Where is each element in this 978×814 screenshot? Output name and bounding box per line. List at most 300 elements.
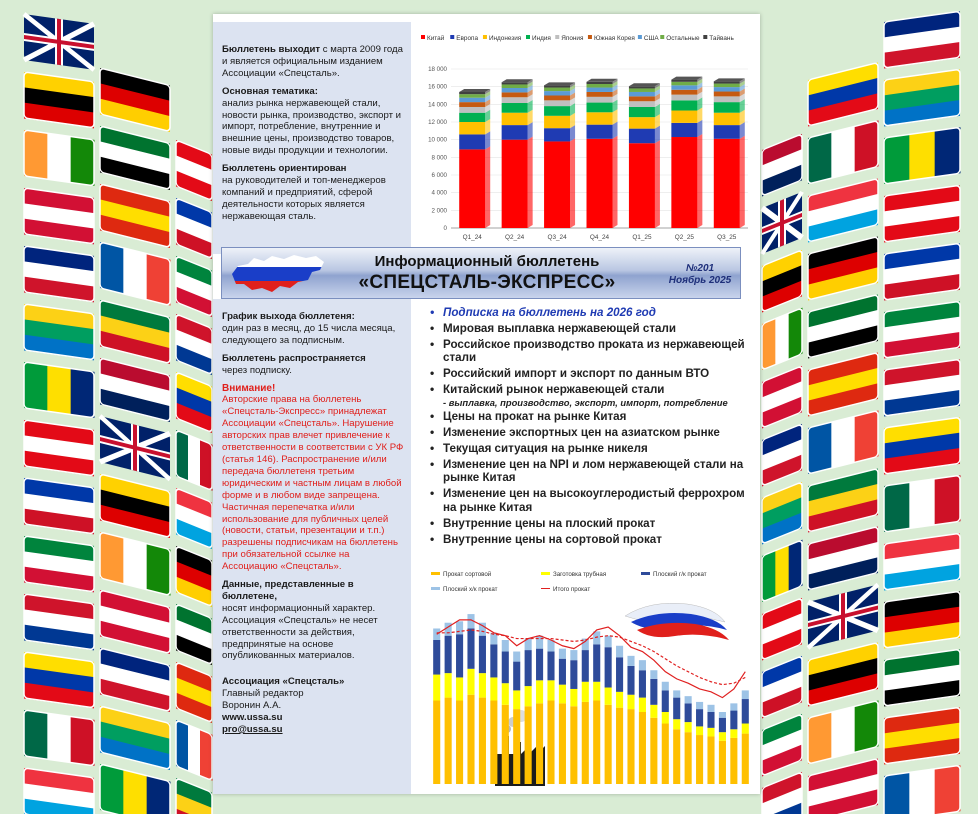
bar-segment (662, 724, 669, 784)
bar-stack (467, 614, 474, 784)
x-tick-label: Q2_25 (674, 234, 694, 241)
bar-stack (707, 705, 714, 784)
bar-segment (559, 703, 566, 784)
bar-segment (479, 698, 486, 784)
bar-stack (639, 660, 646, 784)
contents-item: • Российское производство проката из нержавеющей стали (427, 338, 757, 366)
bar-segment (719, 732, 726, 741)
bar-segment (650, 670, 657, 679)
copyright-text: Авторские права на бюллетень «Спецсталь-Экспресс» принадлежат Ассоциации «Спецсталь». Нарушение авторских прав влечет привлечение к ответственности в соответствии с УК РФ (статья 146). Распространение и/или передача бюллетеня третьим юридическим и частным лицам в любой форме и в любом виде запрещена. Частичная перепечатка и/или использование для публичных целей (новости, статьи, презентации и т.п.) разрешены подписчикам на бюллетень при обязательной ссылке на Ассоциацию «Спецсталь». (222, 394, 404, 573)
bar-segment (639, 698, 646, 712)
issue-info (660, 263, 740, 287)
flag (762, 192, 802, 254)
bar-segment (605, 636, 612, 648)
flag (24, 246, 94, 302)
flag (100, 184, 170, 248)
flag (808, 700, 879, 764)
bar-segment (459, 94, 485, 98)
bar-segment (714, 84, 740, 88)
bar-segment (502, 652, 509, 684)
bar-segment (582, 682, 589, 702)
x-tick-label: Q1_25 (632, 234, 652, 241)
bar-segment (459, 107, 485, 113)
bar-segment (696, 726, 703, 735)
bar-segment (605, 688, 612, 705)
bar-segment (544, 96, 570, 101)
bar-top (502, 79, 533, 82)
flag (884, 243, 960, 300)
flag-wall-left (0, 0, 213, 814)
flag (762, 366, 802, 429)
bar-segment (502, 97, 528, 103)
sidebar-top (213, 22, 411, 254)
y-tick-label: 0 (443, 225, 447, 232)
bar-segment-side (655, 140, 660, 228)
contents-item: • Внутренние цены на сортовой прокат (427, 533, 757, 547)
bar-segment (445, 636, 452, 673)
bar-segment (685, 696, 692, 703)
bar-segment (502, 113, 528, 125)
bar-segment (730, 738, 737, 784)
bar-segment (536, 703, 543, 784)
y-tick-label: 12 000 (428, 119, 447, 126)
bar-segment (490, 677, 497, 700)
bar-stack (662, 682, 669, 784)
bar-segment (544, 88, 570, 92)
legend-entry (526, 35, 551, 42)
bar-stack (742, 690, 749, 784)
bar-segment (525, 686, 532, 706)
y-tick-label: 10 000 (428, 136, 447, 144)
flag (100, 532, 171, 596)
bar-segment (544, 106, 570, 116)
bar-segment (673, 698, 680, 720)
flag (24, 72, 94, 128)
flag (808, 643, 878, 707)
bar-segment (456, 634, 463, 677)
flag (884, 707, 960, 764)
bar-segment (671, 111, 697, 123)
bar-segment (513, 709, 520, 784)
svg-text:Заготовка трубная: Заготовка трубная (553, 571, 607, 578)
contents-item: • Изменение цен на высокоуглеродистый феррохром на рынке Китая (427, 487, 757, 515)
svg-text:Остальные: Остальные (666, 35, 700, 42)
bar-stack (650, 670, 657, 784)
bar-segment (685, 703, 692, 722)
bar-segment (685, 722, 692, 732)
bar-segment (459, 102, 485, 107)
flag (884, 11, 960, 68)
flag (808, 469, 878, 533)
bar-segment (707, 728, 714, 737)
bar-segment (513, 690, 520, 709)
attention-heading: Внимание! (222, 382, 276, 394)
bar-stack (502, 79, 533, 228)
bar-segment (459, 122, 485, 134)
bar-segment (544, 128, 570, 141)
flag (808, 63, 878, 127)
bar-segment (650, 718, 657, 784)
flag (808, 353, 878, 417)
flag (100, 706, 170, 770)
bar-segment (714, 96, 740, 102)
flag (808, 295, 878, 359)
svg-text:Европа: Европа (456, 35, 479, 42)
bar-stack (627, 656, 634, 784)
bar-segment (544, 100, 570, 106)
bar-segment (671, 90, 697, 95)
flag (24, 420, 94, 476)
bar-segment (459, 92, 485, 94)
bar-segment (714, 87, 740, 91)
bar-segment (742, 734, 749, 784)
bar-segment (629, 117, 655, 128)
bar-segment (570, 689, 577, 706)
bar-segment (671, 95, 697, 101)
bar-segment (714, 102, 740, 113)
bar-stack (673, 690, 680, 784)
bar-top (587, 79, 618, 82)
bar-stack (616, 646, 623, 784)
bar-segment (719, 712, 726, 718)
legend-entry (703, 34, 734, 42)
flag (24, 362, 95, 418)
bar-segment (525, 650, 532, 686)
bar-stack (433, 628, 440, 784)
bar-top (629, 83, 660, 86)
contents-item: • Внутренние цены на плоский прокат (427, 517, 757, 531)
flag (762, 656, 802, 719)
bar-segment (467, 628, 474, 668)
flag (176, 778, 212, 814)
flag (100, 68, 170, 132)
bar-segment (629, 143, 655, 228)
flag (100, 126, 170, 190)
bar-segment-side (740, 136, 745, 228)
bar-stack (605, 636, 612, 784)
bar-stack (730, 703, 737, 784)
bar-segment (696, 702, 703, 709)
flag (176, 314, 212, 375)
bar-segment (445, 673, 452, 697)
flag (24, 188, 94, 244)
bar-segment (479, 636, 486, 673)
bar-segment (673, 690, 680, 697)
bar-segment (570, 660, 577, 689)
bar-segment (639, 660, 646, 670)
flag (884, 359, 960, 416)
bar-segment (582, 702, 589, 784)
bar-segment (719, 718, 726, 732)
flag (100, 474, 170, 538)
bar-segment (456, 700, 463, 784)
bar-segment (544, 141, 570, 228)
legend-entry (541, 571, 606, 578)
bar-stack (582, 639, 589, 784)
flag (808, 585, 878, 648)
bar-segment (536, 636, 543, 649)
copyright-notice (222, 383, 405, 574)
bar-top (671, 77, 702, 80)
flag (176, 372, 212, 433)
bar-stack (593, 631, 600, 784)
flag (808, 179, 878, 243)
flag (24, 478, 94, 534)
website-link[interactable]: www.ussa.su (222, 712, 283, 724)
editor-title: Главный редактор (222, 688, 304, 700)
bar-stack (696, 702, 703, 784)
bar-segment (479, 673, 486, 697)
distribution-paragraph: Бюллетень распространяется через подписку. (222, 352, 366, 376)
legend-entry (641, 571, 707, 578)
bar-segment (673, 729, 680, 784)
legend-entry (431, 571, 492, 578)
bar-segment (587, 84, 613, 88)
svg-text:США: США (643, 35, 659, 42)
contents-item: • Мировая выплавка нержавеющей стали (427, 322, 757, 336)
flag (884, 649, 960, 706)
flag (24, 710, 95, 766)
svg-text:Итого прокат: Итого прокат (553, 586, 591, 593)
flag (176, 662, 212, 723)
bar-segment (536, 649, 543, 681)
flag (24, 768, 94, 814)
bar-segment (467, 669, 474, 695)
x-tick-label: Q1_24 (462, 234, 482, 241)
bar-stack (445, 623, 452, 784)
bar-segment-side (697, 120, 702, 137)
flag (884, 69, 960, 126)
flag (762, 714, 802, 777)
about-paragraph: Бюллетень выходит с марта 2009 года и является официальным изданием Ассоциации «Спецсталь». (222, 44, 403, 79)
y-tick-label: 2 000 (431, 207, 447, 215)
bar-segment (629, 96, 655, 101)
bar-segment (559, 685, 566, 704)
bar-segment (459, 149, 485, 228)
org-name: Ассоциация «Спецсталь» (222, 676, 345, 688)
bar-segment (593, 631, 600, 644)
bar-segment (536, 680, 543, 703)
x-tick-label: Q3_25 (717, 234, 737, 241)
bar-segment (502, 82, 528, 84)
bar-stack (547, 640, 554, 784)
bar-segment (627, 666, 634, 695)
bar-segment (502, 103, 528, 113)
bar-segment (714, 92, 740, 97)
flag (100, 648, 170, 712)
bar-segment (707, 712, 714, 728)
bar-stack (456, 621, 463, 784)
flag (176, 430, 213, 491)
legend-entry (431, 586, 498, 593)
bar-segment (616, 657, 623, 692)
bar-segment (459, 113, 485, 122)
y-tick-label: 4 000 (431, 189, 447, 197)
bar-segment (587, 88, 613, 92)
bar-segment (730, 703, 737, 710)
schedule-paragraph: График выхода бюллетеня: один раз в месяц, до 15 числа месяца, следующего за подписным. (222, 311, 396, 346)
bar-segment (456, 621, 463, 634)
flag (808, 237, 878, 301)
bar-top (544, 82, 575, 85)
bar-segment (587, 97, 613, 103)
bar-segment (502, 84, 528, 88)
bar-segment (433, 675, 440, 701)
bar-segment (502, 683, 509, 705)
legend-entry (555, 35, 584, 42)
flag (884, 475, 961, 532)
y-tick-label: 8 000 (431, 154, 447, 162)
bar-segment (673, 719, 680, 729)
bar-top (714, 78, 745, 81)
bar-segment (467, 695, 474, 784)
bar-segment-side (570, 138, 575, 228)
bar-segment (605, 705, 612, 784)
flag (24, 536, 94, 592)
bar-segment (433, 700, 440, 784)
flag (884, 765, 961, 814)
bar-segment (629, 92, 655, 96)
issue-date: Ноябрь 2025 (668, 275, 732, 286)
legend-entry (638, 35, 659, 42)
svg-text:Индонезия: Индонезия (488, 35, 522, 42)
bar-segment (547, 652, 554, 681)
flag (808, 410, 879, 474)
x-tick-label: Q4_24 (589, 234, 610, 241)
bar-segment (714, 139, 740, 228)
bar-stack (629, 83, 660, 228)
svg-text:Индия: Индия (532, 35, 551, 42)
bar-segment (671, 80, 697, 82)
flag (100, 358, 170, 422)
bar-segment (714, 113, 740, 125)
bar-segment-side (613, 136, 618, 228)
bar-segment (544, 91, 570, 95)
flag (24, 130, 95, 186)
bar-segment (544, 85, 570, 87)
flag (808, 759, 878, 814)
bar-segment-side (655, 126, 660, 144)
flag (176, 256, 212, 317)
bar-segment (544, 116, 570, 128)
banner-subtitle: Информационный бюллетень (374, 253, 600, 270)
bar-segment (627, 695, 634, 709)
flag (24, 594, 94, 650)
bar-stack (714, 78, 745, 228)
steel-production-chart (413, 22, 758, 250)
bar-stack (544, 82, 575, 228)
bar-segment (502, 705, 509, 784)
china-subtopics: - выплавка, производство, экспорт, импорт, потребление (443, 396, 728, 408)
banner-title: «СПЕЦСТАЛЬ-ЭКСПРЕСС» (358, 272, 616, 293)
bar-segment (696, 709, 703, 726)
bar-segment-side (485, 146, 490, 228)
bar-segment (696, 735, 703, 784)
flag-wall-right (760, 0, 978, 814)
contents-list (427, 306, 757, 548)
bar-segment (629, 88, 655, 92)
bar-segment (742, 724, 749, 734)
bar-segment (605, 647, 612, 687)
bar-segment (456, 677, 463, 700)
flag (884, 301, 960, 358)
flag (884, 127, 961, 184)
bar-segment (490, 700, 497, 784)
bar-stack (502, 640, 509, 784)
svg-text:Южная Корея: Южная Корея (593, 35, 635, 42)
contents-item: • Российский импорт и экспорт по данным ВТО (427, 367, 757, 381)
bar-segment (587, 82, 613, 84)
bar-segment (513, 662, 520, 691)
flag (176, 488, 212, 549)
bar-stack (671, 77, 702, 228)
svg-text:Плоский х/к прокат: Плоский х/к прокат (443, 586, 498, 593)
bar-segment (587, 125, 613, 139)
bar-segment (559, 659, 566, 685)
legend-entry (450, 35, 478, 42)
bar-segment (730, 711, 737, 730)
svg-text:Прокат сортовой: Прокат сортовой (443, 571, 492, 578)
y-tick-label: 16 000 (428, 83, 447, 91)
bar-stack (719, 712, 726, 784)
email-link[interactable]: pro@ussa.su (222, 724, 283, 735)
topics-paragraph: Основная тематика: анализ рынка нержавеющей стали, новости рынка, производство, экспорт и импорт, потребление, внутренние и внешние цены, производство товаров, новые виды продукции и технологии. (222, 85, 402, 157)
bar-stack (685, 696, 692, 784)
bar-segment (587, 139, 613, 228)
title-banner (221, 247, 741, 299)
bar-segment (671, 82, 697, 86)
bar-segment (650, 679, 657, 705)
bar-segment (502, 140, 528, 228)
bar-segment (570, 650, 577, 660)
contents-item: • Изменение цен на NPI и лом нержавеющей стали на рынке Китая (427, 458, 757, 486)
flag (762, 424, 802, 487)
contacts (222, 676, 405, 736)
flag (176, 198, 212, 259)
bar-stack (479, 623, 486, 784)
bar-segment (547, 680, 554, 700)
flag (884, 533, 960, 590)
bar-stack (490, 633, 497, 784)
contents-item: • Изменение экспортных цен на азиатском рынке (427, 426, 757, 440)
bar-segment (629, 129, 655, 144)
bar-segment (742, 690, 749, 699)
bar-segment-side (485, 131, 490, 149)
flag (24, 304, 94, 360)
bar-segment (593, 682, 600, 701)
bar-segment (525, 706, 532, 784)
audience-paragraph: Бюллетень ориентирован на руководителей и топ-менеджеров компаний и предприятий, сферой деятельности которых является нержавеющая сталь. (222, 163, 386, 222)
flag (762, 134, 802, 197)
bar-segment (671, 137, 697, 228)
x-tick-label: Q3_24 (547, 234, 567, 241)
bar-stack (513, 652, 520, 784)
legend-entry (588, 35, 635, 42)
flag (100, 242, 171, 306)
bar-segment-side (528, 122, 533, 140)
legend-entry (421, 34, 445, 42)
bar-segment (616, 708, 623, 784)
bar-segment (587, 103, 613, 113)
bar-segment (650, 705, 657, 718)
bar-segment (593, 700, 600, 784)
bar-segment (662, 690, 669, 712)
bar-segment (587, 112, 613, 124)
legend-entry (660, 35, 700, 42)
bar-segment (459, 134, 485, 149)
bar-segment (627, 709, 634, 784)
flag (176, 546, 212, 607)
